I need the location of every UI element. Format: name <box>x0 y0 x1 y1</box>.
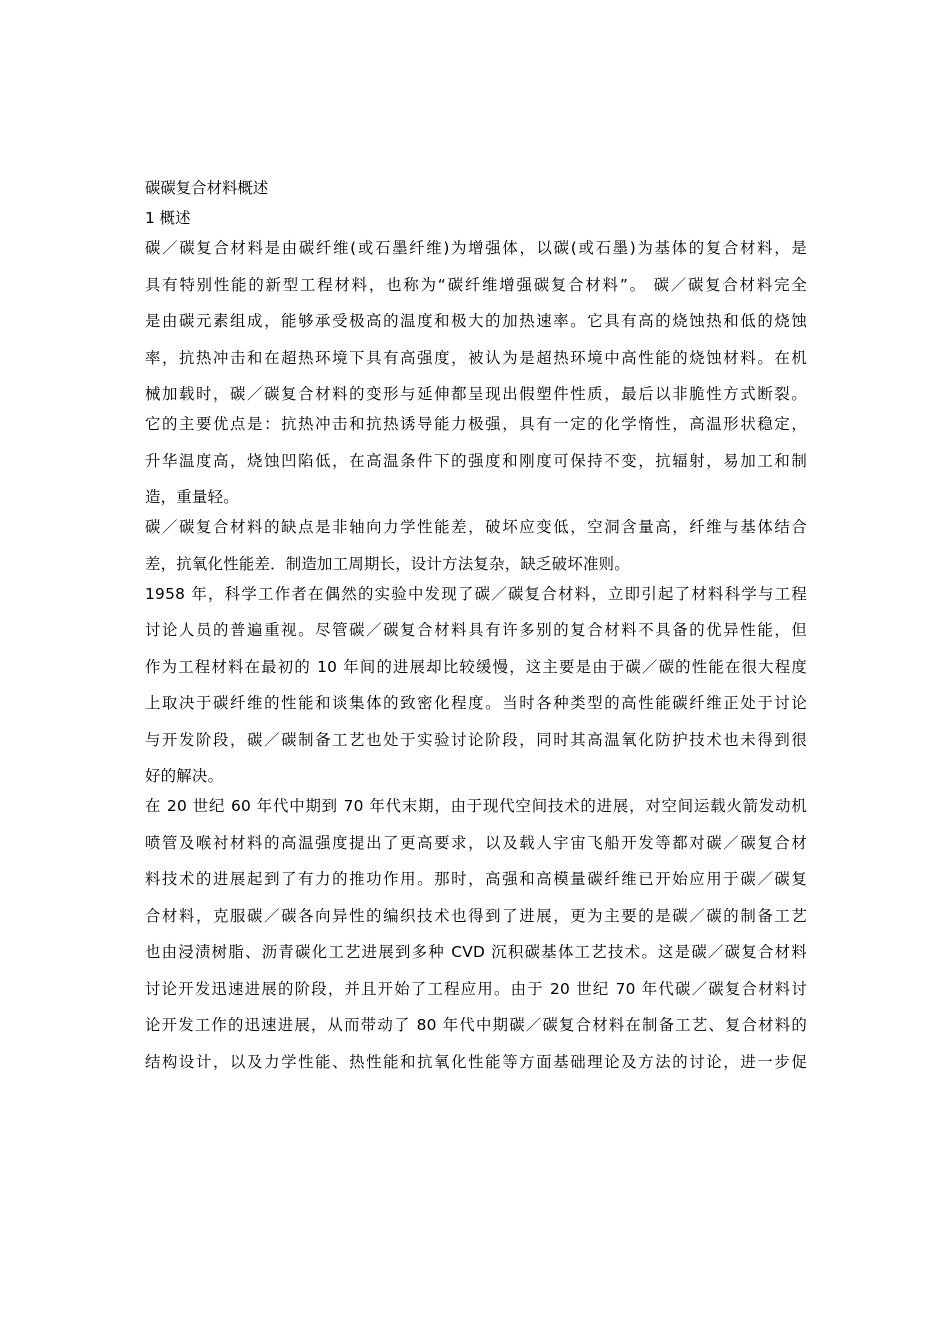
text-line: 升华温度高，烧蚀凹陷低，在高温条件下的强度和刚度可保持不变，抗辐射，易加工和制 <box>145 451 807 470</box>
text-line: 好的解决。 <box>145 767 224 785</box>
text-line: 差，抗氧化性能差．制造加工周期长，设计方法复杂，缺乏破坏准则。 <box>145 554 630 573</box>
paragraph-history-1960s-1970s <box>145 793 807 1085</box>
text-line: 碳／碳复合材料的缺点是非轴向力学性能差，破坏应变低，空洞含量高，纤维与基体结合 <box>145 518 807 536</box>
document-title: 碳碳复合材料概述 <box>145 179 269 197</box>
text-line: 械加载时，碳／碳复合材料的变形与延伸都呈现出假塑件性质，最后以非脆性方式断裂。 <box>145 385 807 403</box>
paragraph-overview <box>145 235 807 411</box>
text-line: 上取决于碳纤维的性能和谈集体的致密化程度。当时各种类型的高性能碳纤维正处于讨论 <box>145 694 807 712</box>
text-line: 率，抗热冲击和在超热环境下具有高强度，被认为是超热环境中高性能的烧蚀材料。在机 <box>145 348 807 367</box>
text-line: 在 20 世纪 60 年代中期到 70 年代末期，由于现代空间技术的进展，对空间运载火箭发动机 <box>145 797 807 815</box>
text-line: 1958 年，科学工作者在偶然的实验中发现了碳／碳复合材料，立即引起了材料科学与工程 <box>145 584 807 603</box>
paragraph-advantages <box>145 411 807 514</box>
text-line: 碳／碳复合材料是由碳纤维(或石墨纤维)为增强体，以碳(或石墨)为基体的复合材料，是 <box>145 239 807 257</box>
text-line: 它的主要优点是：抗热冲击和抗热诱导能力极强，具有一定的化学惰性，高温形状稳定， <box>145 415 807 433</box>
text-line: 结构设计，以及力学性能、热性能和抗氧化性能等方面基础理论及方法的讨论，进一步促 <box>145 1052 807 1071</box>
text-line: 与开发阶段，碳／碳制备工艺也处于实验讨论阶段，同时其高温氧化防护技术也未得到很 <box>145 730 807 749</box>
section-heading: 1 概述 <box>145 209 191 227</box>
text-line: 是由碳元素组成，能够承受极高的温度和极大的加热速率。它具有高的烧蚀热和低的烧蚀 <box>145 312 807 330</box>
text-line: 喷管及喉衬材料的高温强度提出了更高要求，以及载人宇宙飞船开发等都对碳／碳复合材 <box>145 833 807 852</box>
text-line: 也由浸渍树脂、沥青碳化工艺进展到多种 CVD 沉积碳基体工艺技术。这是碳／碳复合材料 <box>145 943 807 961</box>
text-line: 造，重量轻。 <box>145 488 239 506</box>
document-page <box>145 175 807 1085</box>
paragraph-history-1958 <box>145 581 807 794</box>
text-line: 具有特别性能的新型工程材料，也称为“碳纤维增强碳复合材料”。 碳／碳复合材料完全 <box>145 275 807 294</box>
text-line: 合材料，克服碳／碳各向异性的编织技术也得到了进展，更为主要的是碳／碳的制备工艺 <box>145 906 807 925</box>
text-line: 讨论开发迅速进展的阶段，并且开始了工程应用。由于 20 世纪 70 年代碳／碳复合材料讨 <box>145 979 807 998</box>
paragraph-disadvantages <box>145 514 807 581</box>
text-line: 讨论人员的普遍重视。尽管碳／碳复合材料具有许多别的复合材料不具备的优异性能，但 <box>145 621 807 639</box>
text-line: 论开发工作的迅速进展，从而带动了 80 年代中期碳／碳复合材料在制备工艺、复合材料的 <box>145 1016 807 1034</box>
text-line: 料技术的进展起到了有力的推功作用。那时，高强和高模量碳纤维已开始应用于碳／碳复 <box>145 870 807 888</box>
text-line: 作为工程材料在最初的 10 年间的进展却比较缓慢，这主要是由于碳／碳的性能在很大程度 <box>145 657 807 676</box>
